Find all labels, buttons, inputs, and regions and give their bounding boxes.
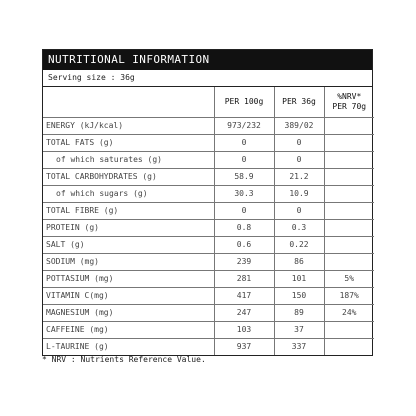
table-row <box>43 203 374 220</box>
value-per-36g: 86 <box>274 254 324 271</box>
table-header-row <box>43 87 374 118</box>
value-per-36g: 37 <box>274 322 324 339</box>
value-nrv <box>324 186 374 203</box>
nutrient-name: of which sugars (g) <box>43 186 214 203</box>
value-nrv <box>324 220 374 237</box>
table-row <box>43 169 374 186</box>
value-per-100g: 0.6 <box>214 237 274 254</box>
nutrient-name: TOTAL CARBOHYDRATES (g) <box>43 169 214 186</box>
value-nrv <box>324 203 374 220</box>
value-per-36g: 0 <box>274 152 324 169</box>
header-per-36g: PER 36g <box>274 87 324 118</box>
table-row <box>43 186 374 203</box>
value-nrv <box>324 135 374 152</box>
header-nrv <box>324 87 374 118</box>
value-nrv: 5% <box>324 271 374 288</box>
nutrient-name: of which saturates (g) <box>43 152 214 169</box>
header-nrv-line1: %NRV* <box>337 92 362 101</box>
nutrient-name: TOTAL FIBRE (g) <box>43 203 214 220</box>
value-nrv <box>324 339 374 356</box>
nutrient-name: SODIUM (mg) <box>43 254 214 271</box>
nutrient-name: CAFFEINE (mg) <box>43 322 214 339</box>
footnote: * NRV : Nutrients Reference Value. <box>42 355 206 364</box>
value-per-36g: 0 <box>274 203 324 220</box>
nutrient-name: L-TAURINE (g) <box>43 339 214 356</box>
nutrient-name: VITAMIN C(mg) <box>43 288 214 305</box>
value-per-36g: 89 <box>274 305 324 322</box>
value-per-100g: 417 <box>214 288 274 305</box>
value-per-36g: 0.22 <box>274 237 324 254</box>
value-per-36g: 389/02 <box>274 118 324 135</box>
value-per-100g: 103 <box>214 322 274 339</box>
table-row <box>43 118 374 135</box>
table-row <box>43 339 374 356</box>
value-per-36g: 150 <box>274 288 324 305</box>
value-nrv <box>324 254 374 271</box>
value-nrv <box>324 169 374 186</box>
value-per-100g: 247 <box>214 305 274 322</box>
value-per-100g: 281 <box>214 271 274 288</box>
header-per-100g: PER 100g <box>214 87 274 118</box>
table-row <box>43 305 374 322</box>
table-row <box>43 237 374 254</box>
value-nrv <box>324 322 374 339</box>
value-per-36g: 10.9 <box>274 186 324 203</box>
table-row <box>43 152 374 169</box>
value-nrv: 24% <box>324 305 374 322</box>
nutrient-name: SALT (g) <box>43 237 214 254</box>
value-per-100g: 973/232 <box>214 118 274 135</box>
value-per-36g: 21.2 <box>274 169 324 186</box>
value-per-100g: 239 <box>214 254 274 271</box>
value-per-100g: 30.3 <box>214 186 274 203</box>
nutrient-name: PROTEIN (g) <box>43 220 214 237</box>
table-row <box>43 288 374 305</box>
nutrient-name: ENERGY (kJ/kcal) <box>43 118 214 135</box>
serving-size: Serving size : 36g <box>43 70 372 87</box>
value-nrv <box>324 237 374 254</box>
value-per-100g: 58.9 <box>214 169 274 186</box>
nutrient-name: POTTASIUM (mg) <box>43 271 214 288</box>
value-per-100g: 937 <box>214 339 274 356</box>
table-row <box>43 271 374 288</box>
value-nrv: 187% <box>324 288 374 305</box>
value-nrv <box>324 118 374 135</box>
table-row <box>43 254 374 271</box>
value-per-100g: 0 <box>214 135 274 152</box>
table-row <box>43 220 374 237</box>
header-nrv-line2: PER 70g <box>332 102 367 111</box>
panel-title: NUTRITIONAL INFORMATION <box>43 50 372 70</box>
nutrition-panel <box>42 49 373 356</box>
nutrient-name: TOTAL FATS (g) <box>43 135 214 152</box>
nutrient-name: MAGNESIUM (mg) <box>43 305 214 322</box>
value-nrv <box>324 152 374 169</box>
value-per-36g: 101 <box>274 271 324 288</box>
value-per-100g: 0 <box>214 203 274 220</box>
header-blank <box>43 87 214 118</box>
value-per-100g: 0.8 <box>214 220 274 237</box>
table-row <box>43 322 374 339</box>
table-row <box>43 135 374 152</box>
value-per-36g: 337 <box>274 339 324 356</box>
value-per-36g: 0.3 <box>274 220 324 237</box>
value-per-100g: 0 <box>214 152 274 169</box>
value-per-36g: 0 <box>274 135 324 152</box>
nutrition-table <box>43 87 374 355</box>
